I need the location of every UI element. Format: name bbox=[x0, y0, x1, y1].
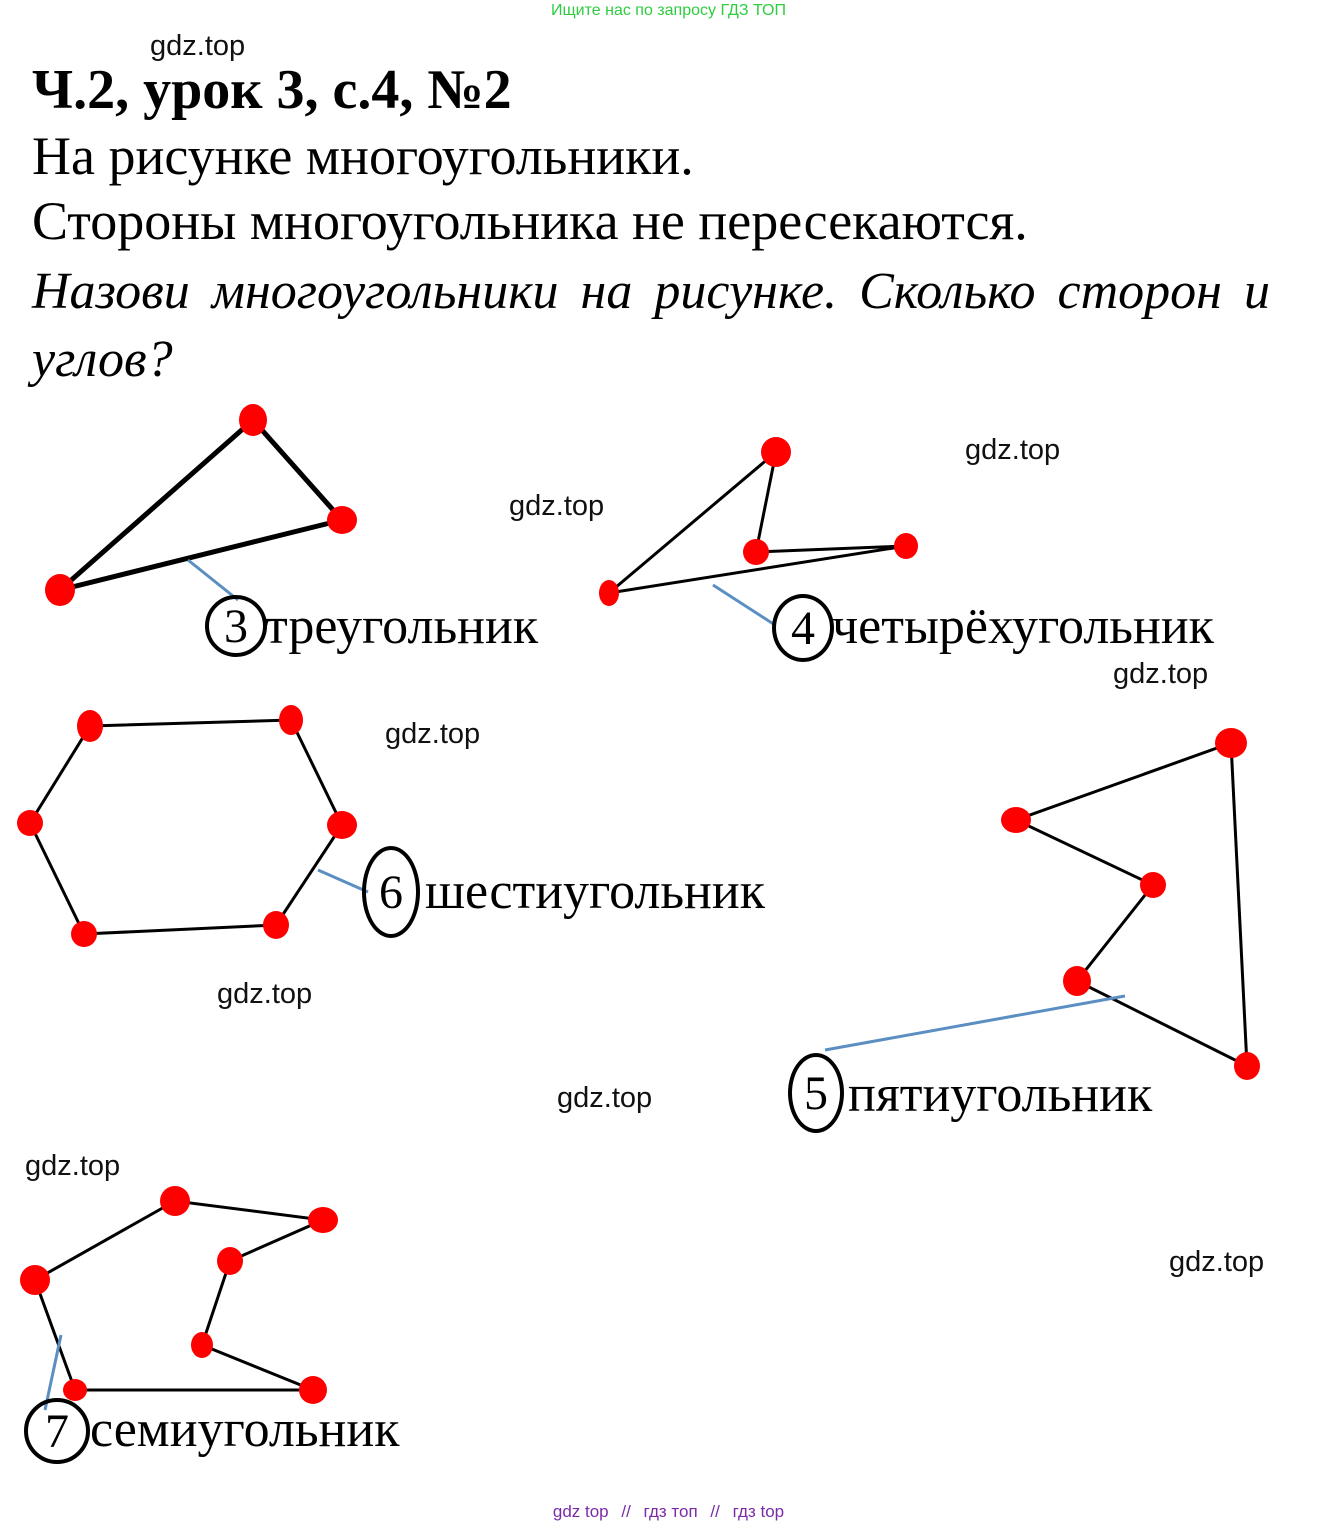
vertex-dot bbox=[160, 1186, 190, 1216]
vertex-dot bbox=[45, 574, 75, 606]
pointer-line bbox=[188, 560, 238, 600]
watermark: gdz.top bbox=[965, 434, 1061, 466]
top-banner[interactable]: Ищите нас по запросу ГДЗ ТОП bbox=[551, 2, 786, 19]
quadrilateral-label: четырёхугольник bbox=[832, 598, 1214, 655]
vertex-dot bbox=[263, 911, 289, 939]
watermark: gdz.top bbox=[1113, 658, 1209, 690]
heptagon-number-circle bbox=[24, 1398, 90, 1464]
pentagon-number: 5 bbox=[804, 1066, 828, 1120]
pentagon-number-circle bbox=[788, 1053, 844, 1133]
vertex-dot bbox=[327, 506, 357, 534]
vertex-dot bbox=[191, 1332, 213, 1358]
pointer-lines bbox=[45, 560, 1125, 1410]
vertex-dot bbox=[327, 811, 357, 839]
pentagon-label: пятиугольник bbox=[848, 1066, 1153, 1123]
text-line-1: На рисунке многоугольники. bbox=[32, 126, 694, 186]
hexagon-label: шестиугольник bbox=[425, 863, 765, 920]
vertex-dot bbox=[217, 1247, 243, 1275]
watermark: gdz.top bbox=[1169, 1246, 1265, 1278]
quadrilateral-shape bbox=[609, 452, 906, 593]
task-text: Назови многоугольники на рисунке. Сколько сторон и углов? bbox=[32, 263, 1270, 388]
watermark: gdz.top bbox=[25, 1150, 121, 1182]
vertex-dot bbox=[1215, 728, 1247, 758]
vertex-dot bbox=[761, 437, 791, 467]
vertex-dot bbox=[1234, 1052, 1260, 1080]
triangle-number: 3 bbox=[224, 599, 248, 653]
vertex-dot bbox=[63, 1379, 87, 1401]
footer-link-gdz-top-mixed[interactable]: гдз top bbox=[732, 1502, 785, 1521]
vertex-dot bbox=[743, 539, 769, 565]
pentagon-edges bbox=[1016, 743, 1247, 1066]
hexagon-number: 6 bbox=[379, 865, 403, 919]
watermark: gdz.top bbox=[385, 718, 481, 750]
vertex-dot bbox=[77, 710, 103, 742]
vertex-dot bbox=[894, 533, 918, 559]
triangle-shape bbox=[60, 420, 342, 590]
vertex-dot bbox=[71, 921, 97, 947]
vertex-dot bbox=[239, 404, 267, 436]
quadrilateral-edges bbox=[609, 452, 906, 593]
watermark: gdz.top bbox=[217, 978, 313, 1010]
quadrilateral-number-circle bbox=[772, 594, 834, 662]
footer-separator: // bbox=[621, 1502, 631, 1521]
pointer-line bbox=[713, 585, 775, 625]
vertex-dot bbox=[1140, 872, 1166, 898]
pentagon-shape bbox=[1016, 743, 1247, 1066]
text-line-2: Стороны многоугольника не пересекаются. bbox=[32, 191, 1028, 251]
footer-links bbox=[0, 1502, 1337, 1522]
triangle-edges bbox=[60, 420, 342, 590]
heptagon-edges bbox=[35, 1201, 323, 1390]
footer-link-gdz-top-ru[interactable]: гдз топ bbox=[643, 1502, 698, 1521]
watermark: gdz.top bbox=[557, 1082, 653, 1114]
heptagon-shape bbox=[35, 1201, 323, 1390]
pointer-line bbox=[318, 870, 368, 892]
triangle-label: треугольник bbox=[265, 598, 539, 655]
quadrilateral-number: 4 bbox=[791, 601, 815, 655]
vertex-dot bbox=[17, 810, 43, 836]
vertex-dot bbox=[1063, 966, 1091, 996]
vertex-dot bbox=[308, 1207, 338, 1233]
footer-separator: // bbox=[710, 1502, 720, 1521]
heptagon-label: семиугольник bbox=[90, 1401, 400, 1458]
hexagon-shape bbox=[30, 720, 342, 934]
pointer-line bbox=[825, 996, 1125, 1050]
hexagon-edges bbox=[30, 720, 342, 934]
hexagon-number-circle bbox=[362, 846, 420, 938]
page-title: Ч.2, урок 3, с.4, №2 bbox=[32, 59, 512, 121]
vertex-dot bbox=[279, 705, 303, 735]
watermark: gdz.top bbox=[150, 30, 246, 62]
heptagon-number: 7 bbox=[45, 1404, 69, 1458]
watermark: gdz.top bbox=[509, 490, 605, 522]
vertex-dot bbox=[20, 1265, 50, 1295]
triangle-number-circle bbox=[205, 595, 267, 657]
vertex-dot bbox=[599, 580, 619, 606]
footer-link-gdz-top[interactable]: gdz top bbox=[552, 1502, 609, 1521]
vertex-dot bbox=[1001, 807, 1031, 833]
